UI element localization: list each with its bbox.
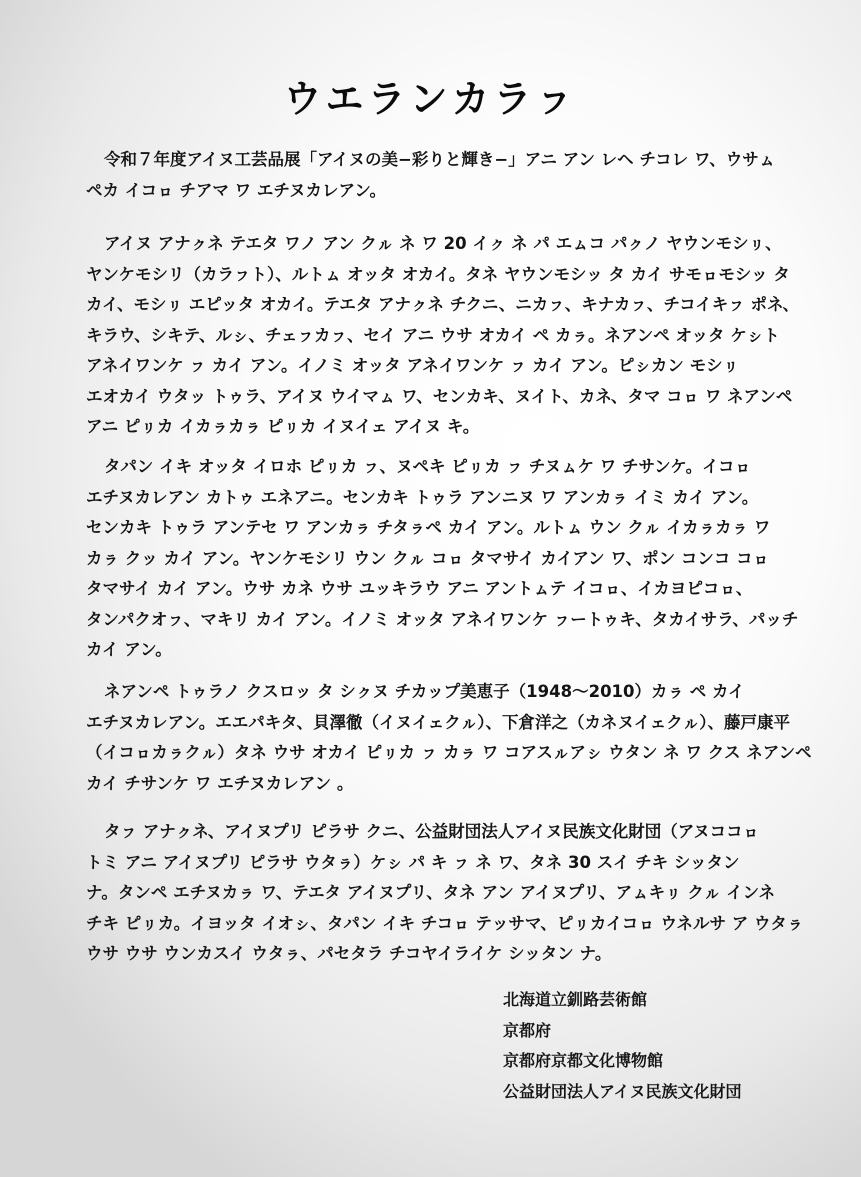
text-line: アイヌ アナㇰネ テエタ ワノ アン クㇽ ネ ワ 20 イㇰ ネ パ エㇺコ パㇰノ ヤウンモシㇼ、 xyxy=(104,234,782,253)
signature-block xyxy=(503,985,742,1107)
paragraph-2 xyxy=(86,229,806,443)
paragraph-3 xyxy=(86,452,806,666)
text-line: エチヌカレアン。エエパキタ、貝澤徹（イヌイェクㇽ）、下倉洋之（カネヌイェクㇽ）、藤戸康平 xyxy=(86,712,791,732)
signature-kushiro-art-museum: 北海道立釧路芸術館 xyxy=(503,990,648,1009)
signature-kyoto-museum: 京都府京都文化博物館 xyxy=(503,1051,664,1070)
text-line: 令和７年度アイヌ工芸品展「アイヌの美−彩りと輝き−」アニ アン レヘ チコレ ワ、ウサㇺ xyxy=(104,150,776,169)
text-line: ヤンケモシリ（カラㇷト）、ルトㇺ オッタ オカイ。タネ ヤウンモシッ タ カイ サモㇿモシッ タ xyxy=(86,264,790,284)
text-line: チキ ピㇼカ。イヨッタ イオㇱ、タパン イキ チコㇿ テッサマ、ピㇼカイコㇿ ウネルサ ア ウタㇻ xyxy=(86,913,804,933)
text-line: キラウ、シキテ、ルㇱ、チェㇷカㇷ、セイ アニ ウサ オカイ ペ カㇻ。ネアンペ オッタ ケㇱト xyxy=(86,325,780,345)
text-line: カイ アン。 xyxy=(86,640,172,659)
text-line: タㇷ アナㇰネ、アイヌプリ ピラサ クニ、公益財団法人アイヌ民族文化財団（アヌココㇿ xyxy=(104,822,760,841)
text-line: アニ ピㇼカ イカㇻカㇻ ピㇼカ イヌイェ アイヌ キ。 xyxy=(86,417,480,436)
signature-ainu-foundation: 公益財団法人アイヌ民族文化財団 xyxy=(503,1081,742,1101)
text-line: カイ チサンケ ワ エチヌカレアン 。 xyxy=(86,773,354,793)
text-line: カㇻ クッ カイ アン。ヤンケモシリ ウン クㇽ コㇿ タマサイ カイアン ワ、ポン コンコ コㇿ xyxy=(86,548,770,568)
signature-kyoto-prefecture: 京都府 xyxy=(503,1020,552,1040)
text-line: ウサ ウサ ウンカスイ ウタㇻ、パセタラ チコヤイライケ シッタン ナ。 xyxy=(86,944,612,963)
page-title: ウエランカラㇷ xyxy=(283,76,578,121)
text-line: ネアンペ トゥラノ クスロッ タ シㇰヌ チカップ美恵子（1948〜2010）カㇻ ペ カイ xyxy=(104,682,745,701)
text-line: アネイワンケ ㇷ カイ アン。イノミ オッタ アネイワンケ ㇷ カイ アン。ピㇱカン モシㇼ xyxy=(86,356,740,375)
text-line: センカキ トゥラ アンテセ ワ アンカㇻ チタㇻペ カイ アン。ルトㇺ ウン クㇽ イカㇻカㇻ ワ xyxy=(86,518,771,537)
text-line: ナ。タンペ エチヌカㇻ ワ、テエタ アイヌプリ、タネ アン アイヌプリ、アㇺキㇼ クㇽ インネ xyxy=(86,883,776,902)
text-line: カイ、モシㇼ エピッタ オカイ。テエタ アナㇰネ チクニ、ニカㇷ、キナカㇷ、チコイキㇷ ポネ、 xyxy=(86,295,799,314)
text-line: タンパクオㇷ、マキリ カイ アン。イノミ オッタ アネイワンケ ㇷートゥキ、タカイサラ、パッチ xyxy=(86,609,799,629)
paragraph-4 xyxy=(86,677,812,799)
text-line: トミ アニ アイヌプリ ピラサ ウタㇻ）ケㇱ パ キ ㇷ ネ ワ、タネ 30 スイ チキ シッタン xyxy=(86,852,740,872)
text-line: タパン イキ オッタ イロホ ピㇼカ ㇷ、ヌペキ ピㇼカ ㇷ チヌㇺケ ワ チサンケ。イコㇿ xyxy=(104,457,751,476)
text-line: タマサイ カイ アン。ウサ カネ ウサ ユッキラウ アニ アントㇺテ イコㇿ、イカヨピコㇿ、 xyxy=(86,579,753,598)
paragraph-5 xyxy=(86,817,806,970)
text-line: ペカ イコㇿ チアマ ワ エチヌカレアン。 xyxy=(86,180,387,200)
text-line: エチヌカレアン カトゥ エネアニ。センカキ トゥラ アンニヌ ワ アンカㇻ イミ カイ アン。 xyxy=(86,487,759,507)
text-line: エオカイ ウタッ トゥラ、アイヌ ウイマㇺ ワ、センカキ、ヌイト、カネ、タマ コㇿ ワ ネアンペ xyxy=(86,386,793,406)
paragraph-1 xyxy=(86,145,806,206)
text-line: （イコㇿカㇻクㇽ）タネ ウサ オカイ ピㇼカ ㇷ カㇻ ワ コアスㇽアㇱ ウタン ネ ワ クス ネアンペ xyxy=(86,743,812,762)
